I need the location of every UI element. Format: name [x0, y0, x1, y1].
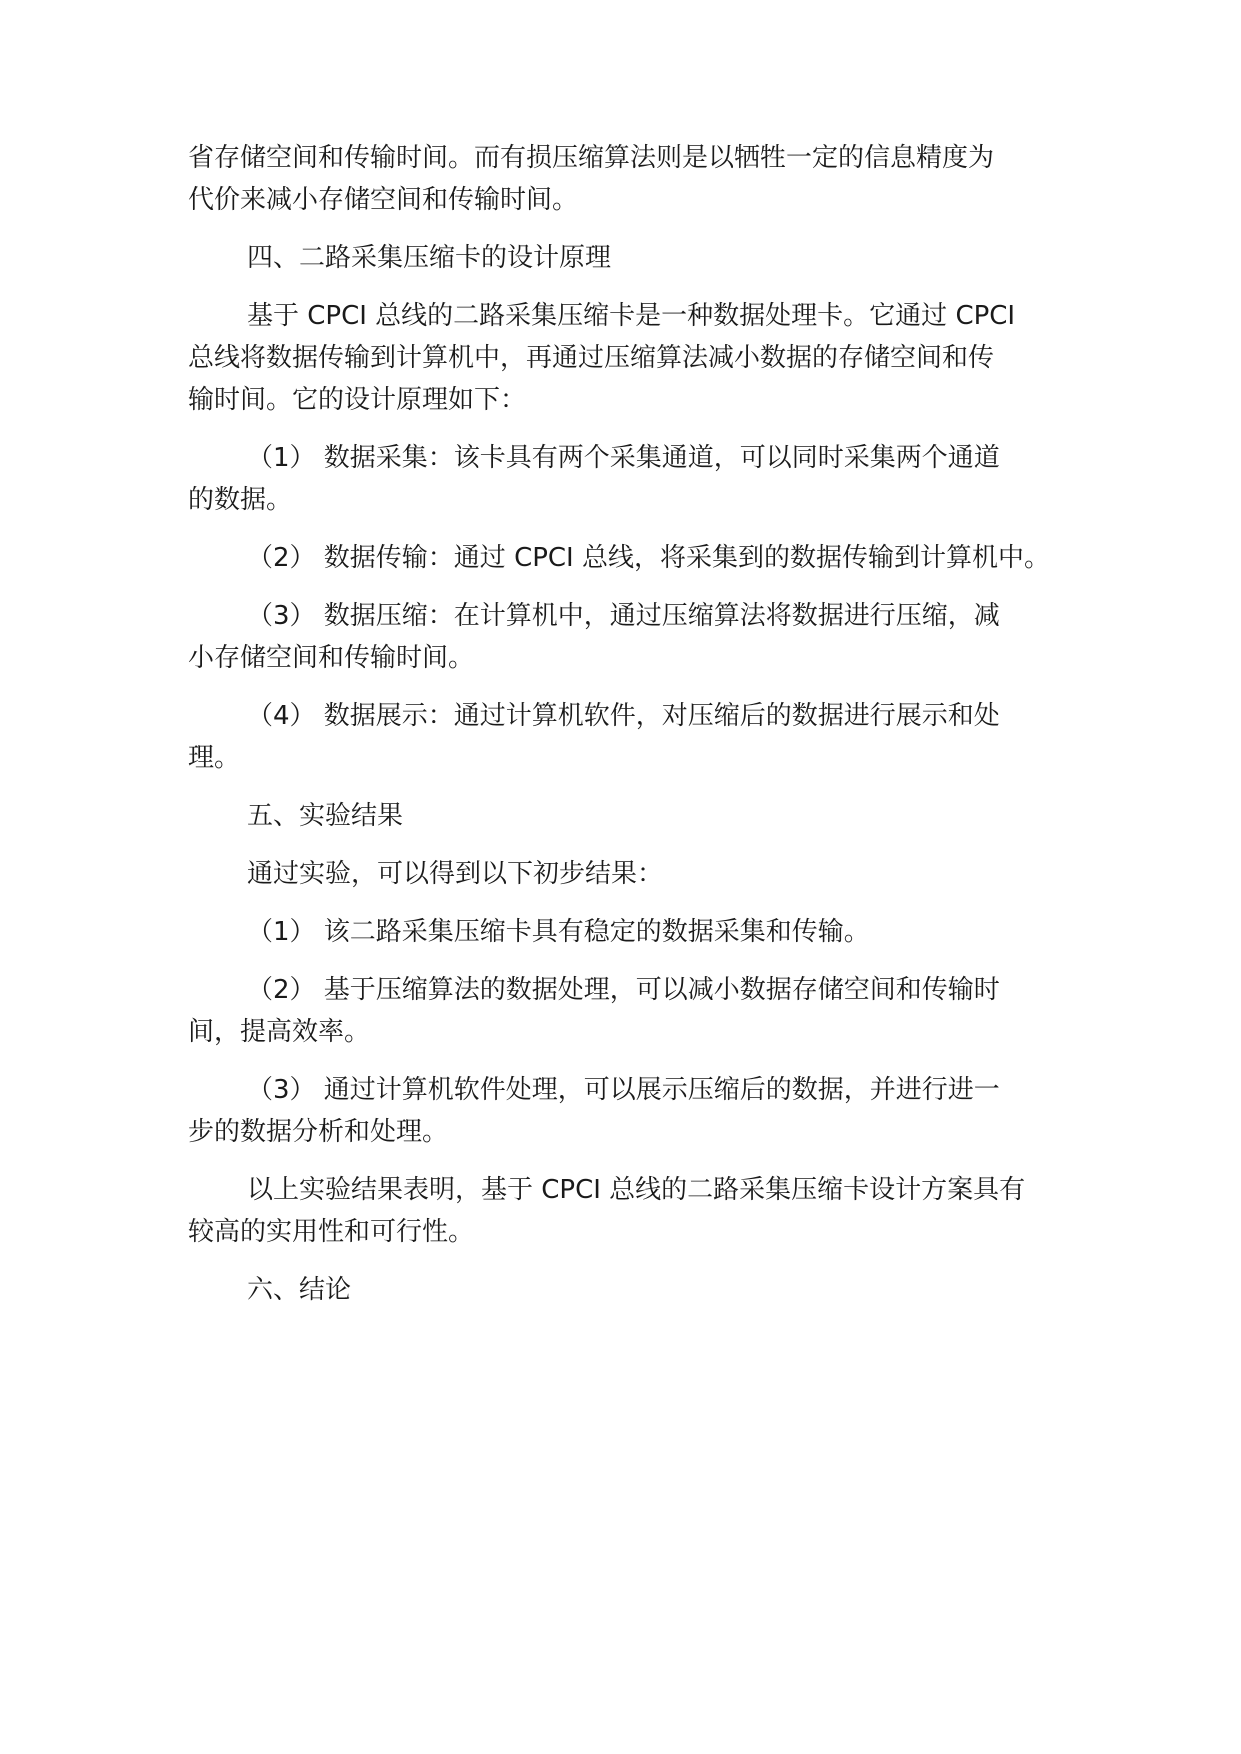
text-line: 基于 CPCI 总线的二路采集压缩卡是一种数据处理卡。它通过 CPCI	[247, 301, 1016, 331]
text-line: 步的数据分析和处理。	[188, 1117, 449, 1147]
text-line: 总线将数据传输到计算机中，再通过压缩算法减小数据的存储空间和传	[188, 343, 995, 373]
section-heading-5: 五、实验结果	[247, 801, 404, 831]
text-line: 代价来减小存储空间和传输时间。	[188, 185, 579, 215]
list-item: （1） 该二路采集压缩卡具有稳定的数据采集和传输。	[247, 917, 870, 947]
text-line: 输时间。它的设计原理如下：	[188, 385, 527, 415]
text-line: 小存储空间和传输时间。	[188, 643, 475, 673]
list-item: （3） 数据压缩：在计算机中，通过压缩算法将数据进行压缩，减	[247, 601, 1000, 631]
text-line: 以上实验结果表明，基于 CPCI 总线的二路采集压缩卡设计方案具有	[247, 1175, 1026, 1205]
section-heading-4: 四、二路采集压缩卡的设计原理	[247, 243, 612, 273]
section-heading-6: 六、结论	[247, 1275, 352, 1305]
text-line: 较高的实用性和可行性。	[188, 1217, 475, 1247]
list-item: （1） 数据采集：该卡具有两个采集通道，可以同时采集两个通道	[247, 443, 1000, 473]
list-item: （4） 数据展示：通过计算机软件，对压缩后的数据进行展示和处	[247, 701, 1000, 731]
text-line: 省存储空间和传输时间。而有损压缩算法则是以牺牲一定的信息精度为	[188, 143, 995, 173]
text-line: 间，提高效率。	[188, 1017, 371, 1047]
list-item: （2） 基于压缩算法的数据处理，可以减小数据存储空间和传输时	[247, 975, 1000, 1005]
list-item: （3） 通过计算机软件处理，可以展示压缩后的数据，并进行进一	[247, 1075, 1000, 1105]
text-line: 理。	[188, 743, 241, 773]
list-item: （2） 数据传输：通过 CPCI 总线，将采集到的数据传输到计算机中。	[247, 543, 1050, 573]
text-line: 通过实验，可以得到以下初步结果：	[247, 859, 664, 889]
text-line: 的数据。	[188, 485, 293, 515]
